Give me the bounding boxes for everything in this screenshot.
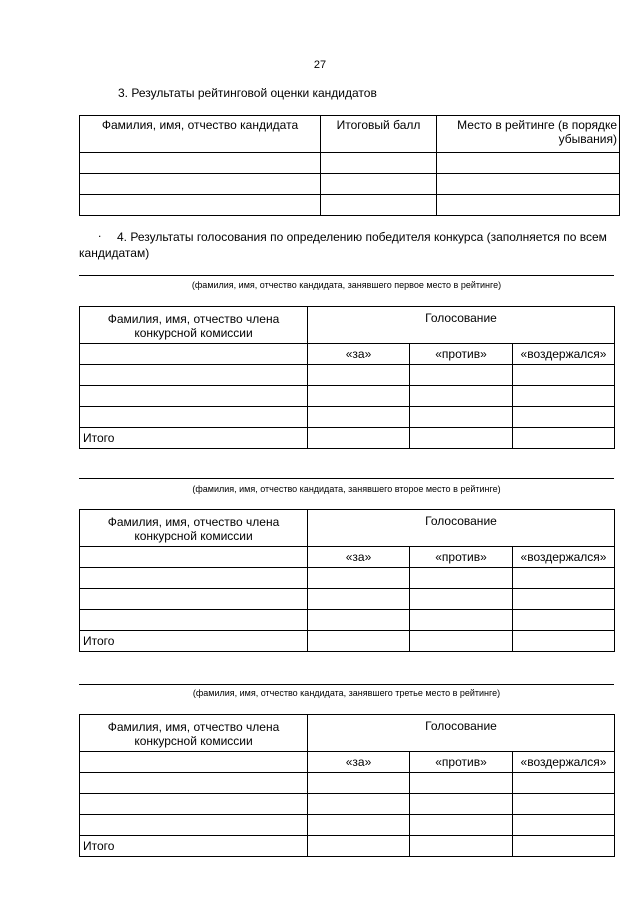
empty-cell[interactable] [80, 365, 308, 386]
empty-cell[interactable] [410, 610, 513, 631]
empty-cell[interactable] [80, 610, 308, 631]
stray-mark: . [98, 226, 102, 240]
candidate-2-line[interactable] [79, 478, 614, 479]
member-header: Фамилия, имя, отчество члена конкурсной комиссии [80, 715, 308, 752]
empty-cell[interactable] [80, 547, 308, 568]
empty-cell[interactable] [513, 428, 615, 449]
empty-cell[interactable] [410, 386, 513, 407]
table-row [80, 815, 615, 836]
rating-table [79, 115, 620, 216]
candidate-3-line[interactable] [79, 684, 614, 685]
empty-cell[interactable] [437, 195, 620, 216]
empty-cell[interactable] [308, 794, 410, 815]
rating-col-place: Место в рейтинге (в порядке убывания) [437, 116, 620, 153]
table-row [80, 195, 620, 216]
total-label: Итого [80, 428, 308, 449]
empty-cell[interactable] [308, 631, 410, 652]
empty-cell[interactable] [410, 815, 513, 836]
table-row [80, 153, 620, 174]
table-row [80, 610, 615, 631]
vote-header-row [80, 510, 615, 547]
candidate-3-caption: (фамилия, имя, отчество кандидата, занявшего третье место в рейтинге) [192, 688, 501, 698]
section-3-heading: 3. Результаты рейтинговой оценки кандидатов [118, 86, 377, 100]
vote-subheader-row [80, 547, 615, 568]
empty-cell[interactable] [80, 752, 308, 773]
empty-cell[interactable] [308, 589, 410, 610]
total-label: Итого [80, 836, 308, 857]
empty-cell[interactable] [513, 386, 615, 407]
empty-cell[interactable] [410, 365, 513, 386]
empty-cell[interactable] [513, 836, 615, 857]
empty-cell[interactable] [513, 773, 615, 794]
empty-cell[interactable] [80, 344, 308, 365]
empty-cell[interactable] [410, 794, 513, 815]
empty-cell[interactable] [513, 589, 615, 610]
vote-for-header: «за» [308, 752, 410, 773]
vote-subheader-row [80, 344, 615, 365]
member-header: Фамилия, имя, отчество члена конкурсной комиссии [80, 307, 308, 344]
empty-cell[interactable] [80, 815, 308, 836]
empty-cell[interactable] [513, 631, 615, 652]
table-row [80, 174, 620, 195]
table-row [80, 386, 615, 407]
vote-table-1 [79, 306, 615, 449]
vote-header-row [80, 307, 615, 344]
voting-header: Голосование [308, 307, 615, 344]
section-4-heading: 4. Результаты голосования по определению победителя конкурса (заполняется по всем кандидатам) [79, 230, 607, 260]
voting-header: Голосование [308, 510, 615, 547]
empty-cell[interactable] [308, 365, 410, 386]
table-row [80, 773, 615, 794]
empty-cell[interactable] [80, 773, 308, 794]
total-row [80, 836, 615, 857]
empty-cell[interactable] [410, 407, 513, 428]
table-row [80, 589, 615, 610]
total-row [80, 428, 615, 449]
empty-cell[interactable] [513, 815, 615, 836]
table-row [80, 568, 615, 589]
vote-subheader-row [80, 752, 615, 773]
vote-for-header: «за» [308, 344, 410, 365]
empty-cell[interactable] [513, 365, 615, 386]
member-header: Фамилия, имя, отчество члена конкурсной комиссии [80, 510, 308, 547]
voting-header: Голосование [308, 715, 615, 752]
empty-cell[interactable] [437, 174, 620, 195]
vote-table-2 [79, 509, 615, 652]
empty-cell[interactable] [308, 386, 410, 407]
empty-cell[interactable] [321, 195, 437, 216]
vote-abstain-header: «воздержался» [513, 344, 615, 365]
candidate-1-caption: (фамилия, имя, отчество кандидата, занявшего первое место в рейтинге) [191, 280, 502, 290]
empty-cell[interactable] [80, 589, 308, 610]
page-number: 27 [313, 59, 327, 71]
total-label: Итого [80, 631, 308, 652]
empty-cell[interactable] [80, 174, 321, 195]
vote-against-header: «против» [410, 752, 513, 773]
vote-against-header: «против» [410, 344, 513, 365]
table-row [80, 794, 615, 815]
empty-cell[interactable] [308, 568, 410, 589]
empty-cell[interactable] [513, 568, 615, 589]
empty-cell[interactable] [308, 773, 410, 794]
empty-cell[interactable] [321, 153, 437, 174]
vote-table-3 [79, 714, 615, 857]
empty-cell[interactable] [80, 568, 308, 589]
empty-cell[interactable] [80, 386, 308, 407]
empty-cell[interactable] [308, 610, 410, 631]
empty-cell[interactable] [80, 195, 321, 216]
empty-cell[interactable] [513, 610, 615, 631]
candidate-1-line[interactable] [79, 275, 614, 276]
empty-cell[interactable] [410, 631, 513, 652]
empty-cell[interactable] [437, 153, 620, 174]
candidate-2-caption: (фамилия, имя, отчество кандидата, занявшего второе место в рейтинге) [192, 484, 501, 494]
rating-col-name: Фамилия, имя, отчество кандидата [80, 116, 321, 153]
empty-cell[interactable] [513, 407, 615, 428]
empty-cell[interactable] [410, 568, 513, 589]
vote-header-row [80, 715, 615, 752]
vote-abstain-header: «воздержался» [513, 547, 615, 568]
table-row [80, 407, 615, 428]
table-row [80, 365, 615, 386]
vote-for-header: «за» [308, 547, 410, 568]
empty-cell[interactable] [308, 836, 410, 857]
empty-cell[interactable] [410, 589, 513, 610]
empty-cell[interactable] [308, 428, 410, 449]
empty-cell[interactable] [513, 794, 615, 815]
rating-table-header-row [80, 116, 620, 153]
empty-cell[interactable] [80, 407, 308, 428]
empty-cell[interactable] [308, 407, 410, 428]
total-row [80, 631, 615, 652]
empty-cell[interactable] [321, 174, 437, 195]
vote-against-header: «против» [410, 547, 513, 568]
rating-col-score: Итоговый балл [321, 116, 437, 153]
empty-cell[interactable] [410, 836, 513, 857]
empty-cell[interactable] [410, 428, 513, 449]
empty-cell[interactable] [308, 815, 410, 836]
empty-cell[interactable] [80, 153, 321, 174]
empty-cell[interactable] [410, 773, 513, 794]
vote-abstain-header: «воздержался» [513, 752, 615, 773]
empty-cell[interactable] [80, 794, 308, 815]
